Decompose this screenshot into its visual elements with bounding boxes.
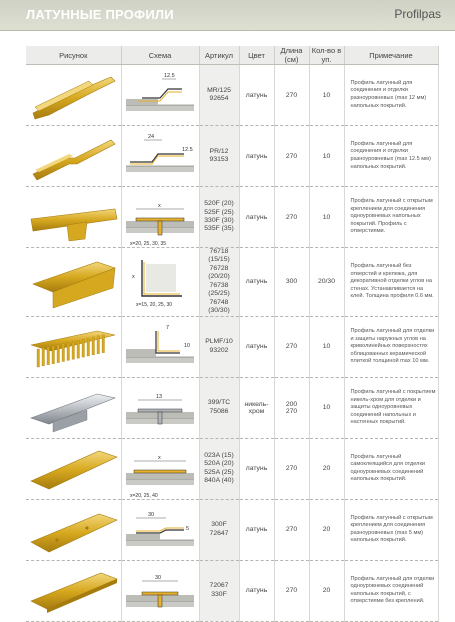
color-cell: латунь xyxy=(239,560,274,621)
profile-scheme xyxy=(121,65,199,126)
article-code: 93202 xyxy=(209,346,229,354)
article-code: 535F (35) xyxy=(204,225,234,233)
table-row xyxy=(26,499,438,560)
article-code: 76748 (30/30) xyxy=(208,298,230,315)
article-code: 72647 xyxy=(209,529,229,537)
table-row xyxy=(26,65,438,126)
qty-cell: 10 xyxy=(309,65,344,126)
article-cell xyxy=(199,560,239,621)
note-cell: Профиль латунный для соединения и отделки разноуровневых (max 12 мм) напольных покрытий. xyxy=(344,65,438,126)
scheme-dim: x xyxy=(158,454,161,461)
article-code: PLMF/10 xyxy=(205,338,233,346)
length-cell: 200 270 xyxy=(274,377,309,438)
product-picture xyxy=(26,187,121,248)
article-code: 300F xyxy=(211,521,227,529)
col-color: Цвет xyxy=(239,46,274,65)
brand-name: Profilpas xyxy=(394,7,441,21)
scheme-dim: 13 xyxy=(156,393,163,400)
note-cell: Профиль латунный без отверстий и крепежа, для декоративной отделки углов на стенах. Устанавливается на клей. Толщина профиля 0.6 мм. xyxy=(344,248,438,317)
article-code: 023A (15) xyxy=(204,451,234,459)
note-cell: Профиль латунный для соединения и отделки разноуровневых (max 12.5 мм) напольных покрытий. xyxy=(344,126,438,187)
note-cell: Профиль латунный для отделки одноуровневых соединений напольных покрытий, с отверстиями без креплений. xyxy=(344,560,438,621)
header-bar xyxy=(0,0,455,31)
article-code: 330F (30) xyxy=(204,217,234,224)
scheme-caption: x=20, 25, 40 xyxy=(130,492,158,499)
note-cell: Профиль латунный с покрытием никель-хром для отделки и защиты одноуровневых соединений напольных и настенных покрытий. xyxy=(344,377,438,438)
scheme-dim: 30 xyxy=(155,574,162,581)
note-cell: Профиль латунный самоклеящийся для отделки одноуровневых соединений напольных покрытий. xyxy=(344,438,438,499)
table-row xyxy=(26,126,438,187)
article-cell xyxy=(199,499,239,560)
note-cell: Профиль латунный для отделки и защиты наружных углов на криволинейных поверхностях облицованных керамической плиткой толщиной max 10 мм. xyxy=(344,316,438,377)
length-cell: 270 xyxy=(274,560,309,621)
color-cell: латунь xyxy=(239,126,274,187)
color-cell: латунь xyxy=(239,438,274,499)
col-scheme: Схема xyxy=(121,46,199,65)
color-cell: латунь xyxy=(239,499,274,560)
scheme-dim: 7 xyxy=(166,324,170,331)
scheme-caption: x=20, 25, 30, 35 xyxy=(130,241,167,247)
length-cell: 270 xyxy=(274,438,309,499)
article-cell xyxy=(199,438,239,499)
color-cell: никель-хром xyxy=(239,377,274,438)
profile-scheme xyxy=(121,187,199,248)
profiles-table xyxy=(26,46,439,622)
article-code: 72067 xyxy=(209,582,229,590)
article-code: MR/125 xyxy=(207,86,231,94)
table-row xyxy=(26,316,438,377)
product-picture xyxy=(26,377,121,438)
article-cell xyxy=(199,65,239,126)
article-cell xyxy=(199,187,239,248)
article-code: 525A (25) xyxy=(204,468,234,476)
col-note: Примечание xyxy=(344,46,438,65)
length-cell: 270 xyxy=(274,187,309,248)
profile-scheme xyxy=(121,560,199,621)
scheme-dim: 10 xyxy=(184,342,191,349)
qty-cell: 10 xyxy=(309,377,344,438)
article-code: 75086 xyxy=(209,407,229,415)
profile-scheme xyxy=(121,248,199,317)
length-cell: 300 xyxy=(274,248,309,317)
length-cell: 270 xyxy=(274,499,309,560)
qty-cell: 10 xyxy=(309,316,344,377)
scheme-dim: x xyxy=(132,273,135,280)
article-code: 399/TC xyxy=(207,399,231,407)
col-length: Длина (см) xyxy=(274,46,309,65)
product-picture xyxy=(26,248,121,317)
profile-scheme xyxy=(121,377,199,438)
article-code: 840A (40) xyxy=(204,477,234,485)
table-row xyxy=(26,187,438,248)
color-cell: латунь xyxy=(239,316,274,377)
col-picture: Рисунок xyxy=(26,46,121,65)
article-code: 525F (25) xyxy=(204,208,234,216)
article-code: 76718 (15/15) xyxy=(208,248,230,264)
scheme-dim: 12.5 xyxy=(182,147,193,153)
table-row xyxy=(26,560,438,621)
table-row xyxy=(26,248,438,317)
qty-cell: 20 xyxy=(309,499,344,560)
article-code: 92654 xyxy=(209,95,229,102)
product-picture xyxy=(26,316,121,377)
article-code: 76738 (25/25) xyxy=(208,281,230,298)
table-row xyxy=(26,438,438,499)
scheme-caption: x=15, 20, 25, 30 xyxy=(136,301,173,308)
table-header-row xyxy=(26,46,438,65)
profile-scheme xyxy=(121,126,199,187)
article-cell xyxy=(199,126,239,187)
profile-scheme xyxy=(121,316,199,377)
article-code: 76728 (20/20) xyxy=(208,264,230,281)
profile-scheme xyxy=(121,438,199,499)
product-picture xyxy=(26,126,121,187)
product-picture xyxy=(26,65,121,126)
profile-scheme xyxy=(121,499,199,560)
article-code: 520A (20) xyxy=(204,460,234,468)
length-cell: 270 xyxy=(274,65,309,126)
color-cell: латунь xyxy=(239,65,274,126)
qty-cell: 10 xyxy=(309,126,344,187)
article-cell xyxy=(199,316,239,377)
color-cell: латунь xyxy=(239,248,274,317)
product-picture xyxy=(26,499,121,560)
article-code: 93153 xyxy=(209,156,229,163)
color-cell: латунь xyxy=(239,187,274,248)
length-cell: 270 xyxy=(274,316,309,377)
qty-cell: 20 xyxy=(309,560,344,621)
qty-cell: 20 xyxy=(309,438,344,499)
article-cell xyxy=(199,377,239,438)
scheme-dim: 12.5 xyxy=(164,73,175,79)
article-code: 520F (20) xyxy=(204,200,234,208)
note-cell: Профиль латунный с открытым креплением для соединения одноуровневых напольных покрытий. Профиль с отверстиями. xyxy=(344,187,438,248)
article-code: PR/12 xyxy=(209,147,229,155)
scheme-dim: 5 xyxy=(186,525,190,532)
product-picture xyxy=(26,560,121,621)
table-row xyxy=(26,377,438,438)
length-cell: 270 xyxy=(274,126,309,187)
article-code: 330F xyxy=(211,590,227,598)
scheme-dim: 30 xyxy=(148,511,155,518)
col-qty: Кол-во в уп. xyxy=(309,46,344,65)
col-article: Артикул xyxy=(199,46,239,65)
article-cell xyxy=(199,248,239,317)
product-picture xyxy=(26,438,121,499)
page-title: ЛАТУННЫЕ ПРОФИЛИ xyxy=(26,7,174,22)
scheme-dim: x xyxy=(158,203,161,209)
note-cell: Профиль латунный с открытым креплением для соединения разноуровневых (max 5 мм) напольных покрытий. xyxy=(344,499,438,560)
qty-cell: 10 xyxy=(309,187,344,248)
qty-cell: 20/30 xyxy=(309,248,344,317)
scheme-dim: 24 xyxy=(148,134,155,140)
